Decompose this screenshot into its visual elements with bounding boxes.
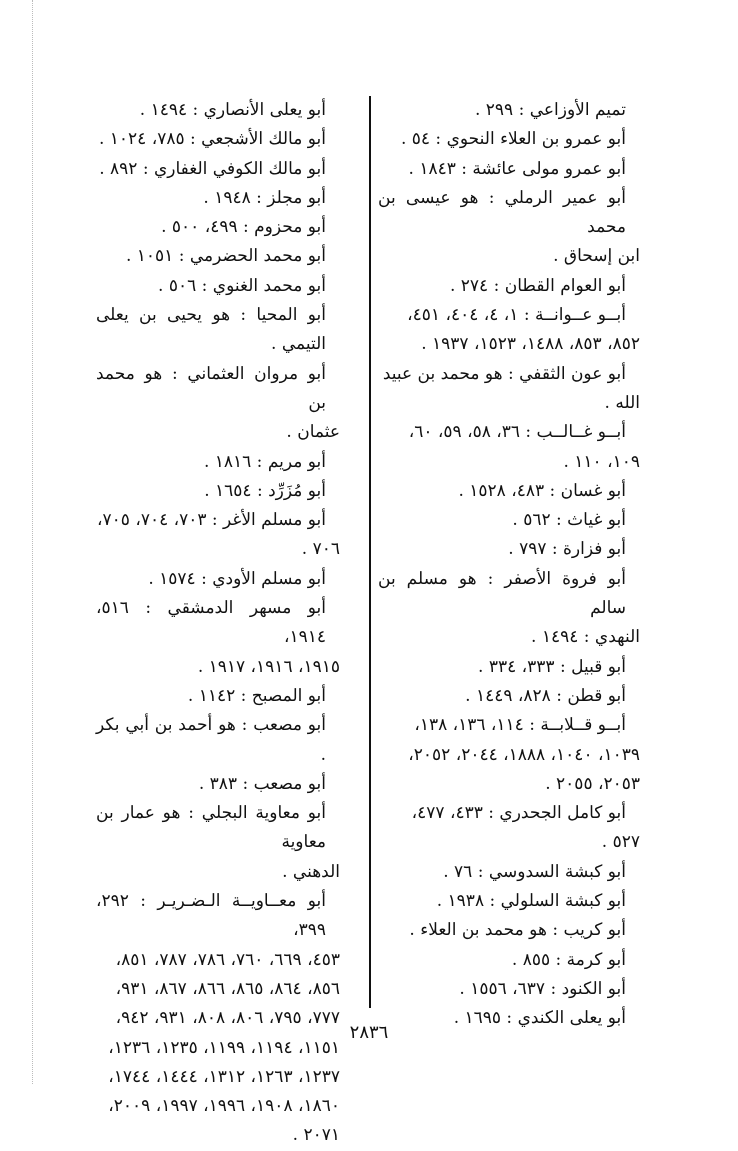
entry-heading-line: أبو كريب : هو محمد بن العلاء . bbox=[409, 920, 626, 941]
index-entry bbox=[96, 125, 340, 154]
entry-continuation-line: ٢٠٥٣، ٢٠٥٥ . bbox=[545, 773, 640, 794]
index-entry bbox=[96, 360, 340, 448]
entry-continuation-line: الدهني . bbox=[282, 861, 340, 882]
index-entry bbox=[378, 301, 640, 360]
index-entry bbox=[96, 96, 340, 125]
entry-continuation-line: ٢٠٧١ . bbox=[292, 1125, 340, 1146]
entry-heading-line: أبو عمرو بن العلاء النحوي : ٥٤ . bbox=[400, 129, 626, 150]
entry-heading-line: أبو معــاويــة الـضـريـر : ٢٩٢، ٣٩٩، bbox=[96, 891, 326, 941]
index-entry bbox=[378, 155, 640, 184]
entry-heading-line: أبو قبيل : ٣٣٣، ٣٣٤ . bbox=[478, 656, 626, 677]
entry-heading-line: أبو غسان : ٤٨٣، ١٥٢٨ . bbox=[458, 480, 626, 501]
index-entry bbox=[378, 96, 640, 125]
entry-heading-line: أبو الكنود : ٦٣٧، ١٥٥٦ . bbox=[459, 978, 626, 999]
column-divider bbox=[369, 96, 371, 1008]
entry-heading-line: أبو كبشة السلولي : ١٩٣٨ . bbox=[436, 891, 626, 912]
entry-continuation-line: ٧٠٦ . bbox=[301, 539, 340, 560]
entry-heading-line: أبو مسلم الأودي : ١٥٧٤ . bbox=[148, 568, 326, 589]
entry-continuation-line: النهدي : ١٤٩٤ . bbox=[531, 627, 640, 648]
index-entry bbox=[378, 711, 640, 799]
index-entry bbox=[378, 916, 640, 945]
index-entry bbox=[378, 360, 640, 419]
index-entry bbox=[96, 242, 340, 271]
entry-heading-line: أبو عون الثقفي : هو محمد بن عبيد bbox=[382, 363, 626, 384]
index-entry bbox=[378, 184, 640, 272]
index-entry bbox=[378, 858, 640, 887]
entry-continuation-line: ١٢٣٧، ١٢٦٣، ١٣١٢، ١٤٤٤، ١٧٤٤، bbox=[108, 1066, 340, 1087]
entry-heading-line: أبو مصعب : ٣٨٣ . bbox=[198, 773, 326, 794]
entry-heading-line: أبو عمرو مولى عائشة : ١٨٤٣ . bbox=[408, 158, 626, 179]
entry-continuation-line: ابن إسحاق . bbox=[553, 246, 640, 267]
entry-heading-line: أبــو غــالــب : ٣٦، ٥٨، ٥٩، ٦٠، bbox=[408, 422, 626, 443]
index-entry bbox=[96, 594, 340, 682]
index-entry bbox=[96, 477, 340, 506]
entry-heading-line: تميم الأوزاعي : ٢٩٩ . bbox=[474, 100, 626, 120]
index-entry bbox=[96, 155, 340, 184]
entry-heading-line: أبو المحيا : هو يحيى بن يعلى التيمي . bbox=[96, 305, 326, 355]
index-entry bbox=[378, 975, 640, 1004]
entry-heading-line: أبو كبشة السدوسي : ٧٦ . bbox=[443, 861, 626, 882]
index-entry bbox=[378, 477, 640, 506]
entry-heading-line: أبو مالك الكوفي الغفاري : ٨٩٢ . bbox=[99, 158, 326, 179]
entry-heading-line: أبو يعلى الأنصاري : ١٤٩٤ . bbox=[139, 100, 326, 120]
index-entry bbox=[96, 565, 340, 594]
entry-continuation-line: ٧٧٧، ٧٩٥، ٨٠٦، ٨٠٨، ٩٣١، ٩٤٢، bbox=[115, 1008, 340, 1029]
index-entry bbox=[96, 272, 340, 301]
entry-heading-line: أبو مريم : ١٨١٦ . bbox=[203, 451, 326, 472]
entry-continuation-line: ١٩١٥، ١٩١٦، ١٩١٧ . bbox=[197, 656, 340, 677]
index-entry bbox=[378, 653, 640, 682]
entry-heading-line: أبو مسلم الأغر : ٧٠٣، ٧٠٤، ٧٠٥، bbox=[97, 510, 326, 531]
index-entry bbox=[96, 448, 340, 477]
index-entry bbox=[378, 946, 640, 975]
entry-heading-line: أبو كرمة : ٨٥٥ . bbox=[511, 949, 626, 970]
entry-heading-line: أبــو قــلابــة : ١١٤، ١٣٦، ١٣٨، bbox=[414, 715, 626, 736]
entry-continuation-line: ٥٢٧ . bbox=[601, 832, 640, 853]
entry-continuation-line: ٤٥٣، ٦٦٩، ٧٦٠، ٧٨٦، ٧٨٧، ٨٥١، bbox=[115, 949, 340, 970]
entry-continuation-line: ٨٥٦، ٨٦٤، ٨٦٥، ٨٦٦، ٨٦٧، ٩٣١، bbox=[115, 978, 340, 999]
entry-heading-line: أبو مُزَرِّد : ١٦٥٤ . bbox=[204, 480, 326, 501]
entry-continuation-line: الله . bbox=[604, 392, 640, 413]
entry-continuation-line: ١٠٣٩، ١٠٤٠، ١٨٨٨، ٢٠٤٤، ٢٠٥٢، bbox=[408, 744, 640, 765]
index-entry bbox=[378, 799, 640, 858]
entry-heading-line: أبو مالك الأشجعي : ٧٨٥، ١٠٢٤ . bbox=[98, 129, 326, 150]
entry-continuation-line: ١٠٩، ١١٠ . bbox=[563, 451, 640, 472]
entry-heading-line: أبو محمد الحضرمي : ١٠٥١ . bbox=[125, 246, 326, 267]
entry-heading-line: أبو فزارة : ٧٩٧ . bbox=[508, 539, 626, 560]
entry-heading-line: أبو العوام القطان : ٢٧٤ . bbox=[449, 275, 626, 296]
index-entry bbox=[96, 682, 340, 711]
entry-heading-line: أبو معاوية البجلي : هو عمار بن معاوية bbox=[96, 803, 326, 853]
index-entry bbox=[96, 770, 340, 799]
index-entry bbox=[96, 506, 340, 565]
index-entry bbox=[96, 711, 340, 770]
entry-heading-line: أبو مصعب : هو أحمد بن أبي بكر . bbox=[96, 715, 326, 765]
index-entry bbox=[378, 682, 640, 711]
entry-heading-line: أبو مجلز : ١٩٤٨ . bbox=[203, 187, 326, 208]
page-number: ٢٨٣٦ bbox=[349, 1022, 389, 1043]
index-entry bbox=[378, 125, 640, 154]
index-column-left bbox=[96, 96, 340, 1151]
entry-heading-line: أبو محمد الغنوي : ٥٠٦ . bbox=[158, 275, 326, 296]
margin-guide bbox=[32, 0, 73, 1084]
index-entry bbox=[96, 301, 340, 360]
entry-continuation-line: ١٨٦٠، ١٩٠٨، ١٩٩٦، ١٩٩٧، ٢٠٠٩، bbox=[108, 1096, 340, 1117]
entry-heading-line: أبو قطن : ٨٢٨، ١٤٤٩ . bbox=[465, 685, 626, 706]
index-entry bbox=[378, 418, 640, 477]
entry-continuation-line: ١١٥١، ١١٩٤، ١١٩٩، ١٢٣٥، ١٢٣٦، bbox=[108, 1037, 340, 1058]
entry-heading-line: أبو محزوم : ٤٩٩، ٥٠٠ . bbox=[161, 217, 326, 238]
index-column-right bbox=[378, 96, 640, 1034]
entry-heading-line: أبــو عــوانــة : ١، ٤، ٤٠٤، ٤٥١، bbox=[407, 305, 626, 326]
index-entry bbox=[378, 535, 640, 564]
entry-heading-line: أبو مسهر الدمشقي : ٥١٦، ١٩١٤، bbox=[96, 598, 326, 648]
entry-heading-line: أبو يعلى الكندي : ١٦٩٥ . bbox=[453, 1008, 626, 1029]
index-entry bbox=[378, 565, 640, 653]
index-entry bbox=[378, 887, 640, 916]
index-entry bbox=[378, 272, 640, 301]
entry-heading-line: أبو مروان العثماني : هو محمد بن bbox=[96, 363, 326, 413]
entry-continuation-line: ٨٥٢، ٨٥٣، ١٤٨٨، ١٥٢٣، ١٩٣٧ . bbox=[421, 334, 640, 355]
index-entry bbox=[96, 887, 340, 1151]
entry-heading-line: أبو المصبح : ١١٤٢ . bbox=[187, 685, 326, 706]
index-entry bbox=[96, 184, 340, 213]
entry-continuation-line: عثمان . bbox=[286, 422, 340, 443]
index-entry bbox=[378, 506, 640, 535]
entry-heading-line: أبو عمير الرملي : هو عيسى بن محمد bbox=[378, 187, 626, 238]
entry-heading-line: أبو فروة الأصفر : هو مسلم بن سالم bbox=[378, 568, 626, 619]
index-entry bbox=[96, 213, 340, 242]
index-entry bbox=[96, 799, 340, 887]
entry-heading-line: أبو غياث : ٥٦٢ . bbox=[512, 510, 626, 531]
entry-heading-line: أبو كامل الجحدري : ٤٣٣، ٤٧٧، bbox=[411, 803, 626, 824]
